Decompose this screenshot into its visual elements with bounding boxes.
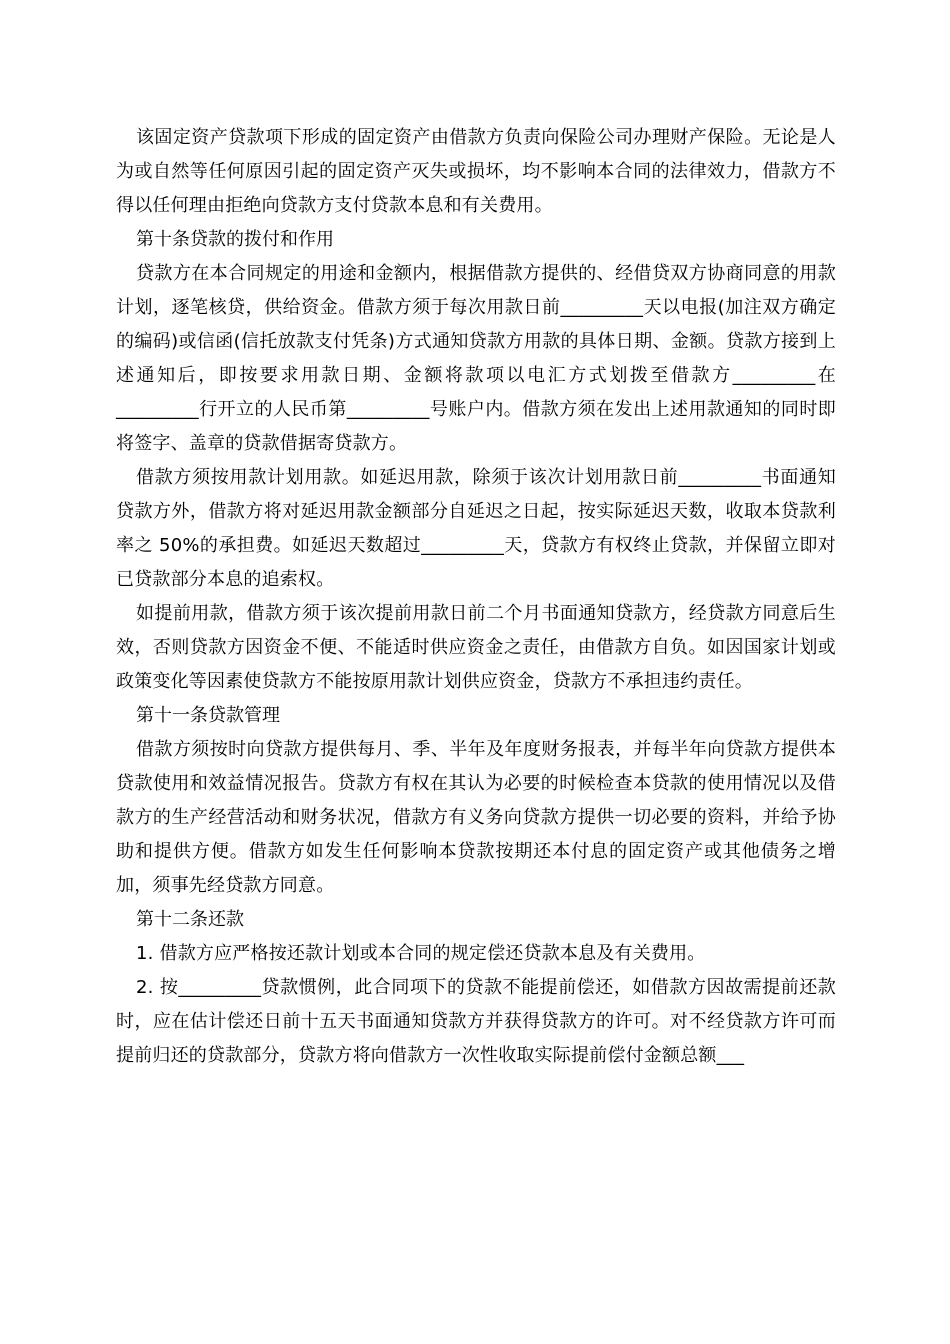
paragraph-delayed-use: 借款方须按用款计划用款。如延迟用款，除须于该次计划用款日前_________书面通知贷款方外，借款方将对延迟用款金额部分自延迟之日起，按实际延迟天数，收取本贷款利率之 50%的承担费。如延迟天数超过_________天，贷款方有权终止贷款，并保留立即对已贷款部分本息的追索权。 [116, 467, 836, 590]
heading-article-10: 第十条贷款的拨付和作用 [136, 229, 334, 250]
heading-article-12: 第十二条还款 [136, 909, 244, 930]
heading-article-11: 第十一条贷款管理 [136, 705, 280, 726]
paragraph-repayment-2: 2. 按_________贷款惯例，此合同项下的贷款不能提前偿还，如借款方因故需提前还款时，应在估计偿还日前十五天书面通知贷款方并获得贷款方的许可。对不经贷款方许可而提前归还的贷款部分，贷款方将向借款方一次性收取实际提前偿付金额总额___ [116, 977, 836, 1066]
paragraph-early-use: 如提前用款，借款方须于该次提前用款日前二个月书面通知贷款方，经贷款方同意后生效，否则贷款方因资金不便、不能适时供应资金之责任，由借款方自负。如因国家计划或政策变化等因素使贷款方不能按原用款计划供应资金，贷款方不承担违约责任。 [116, 603, 836, 692]
paragraph-insurance: 该固定资产贷款项下形成的固定资产由借款方负责向保险公司办理财产保险。无论是人为或自然等任何原因引起的固定资产灭失或损坏，均不影响本合同的法律效力，借款方不得以任何理由拒绝向贷款方支付贷款本息和有关费用。 [116, 127, 836, 216]
paragraph-loan-management: 借款方须按时向贷款方提供每月、季、半年及年度财务报表，并每半年向贷款方提供本贷款使用和效益情况报告。贷款方有权在其认为必要的时候检查本贷款的使用情况以及借款方的生产经营活动和财务状况，借款方有义务向贷款方提供一切必要的资料，并给予协助和提供方便。借款方如发生任何影响本贷款按期还本付息的固定资产或其他债务之增加，须事先经贷款方同意。 [116, 739, 836, 896]
document-page [116, 121, 836, 1073]
paragraph-repayment-1: 1. 借款方应严格按还款计划或本合同的规定偿还贷款本息及有关费用。 [136, 943, 706, 964]
paragraph-disbursement: 贷款方在本合同规定的用途和金额内，根据借款方提供的、经借贷双方协商同意的用款计划，逐笔核贷，供给资金。借款方须于每次用款日前_________天以电报(加注双方确定的编码)或信函(信托放款支付凭条)方式通知贷款方用款的具体日期、金额。贷款方接到上述通知后，即按要求用款日期、金额将款项以电汇方式划拨至借款方_________在_________行开立的人民币第_________号账户内。借款方须在发出上述用款通知的同时即将签字、盖章的贷款借据寄贷款方。 [116, 263, 836, 454]
